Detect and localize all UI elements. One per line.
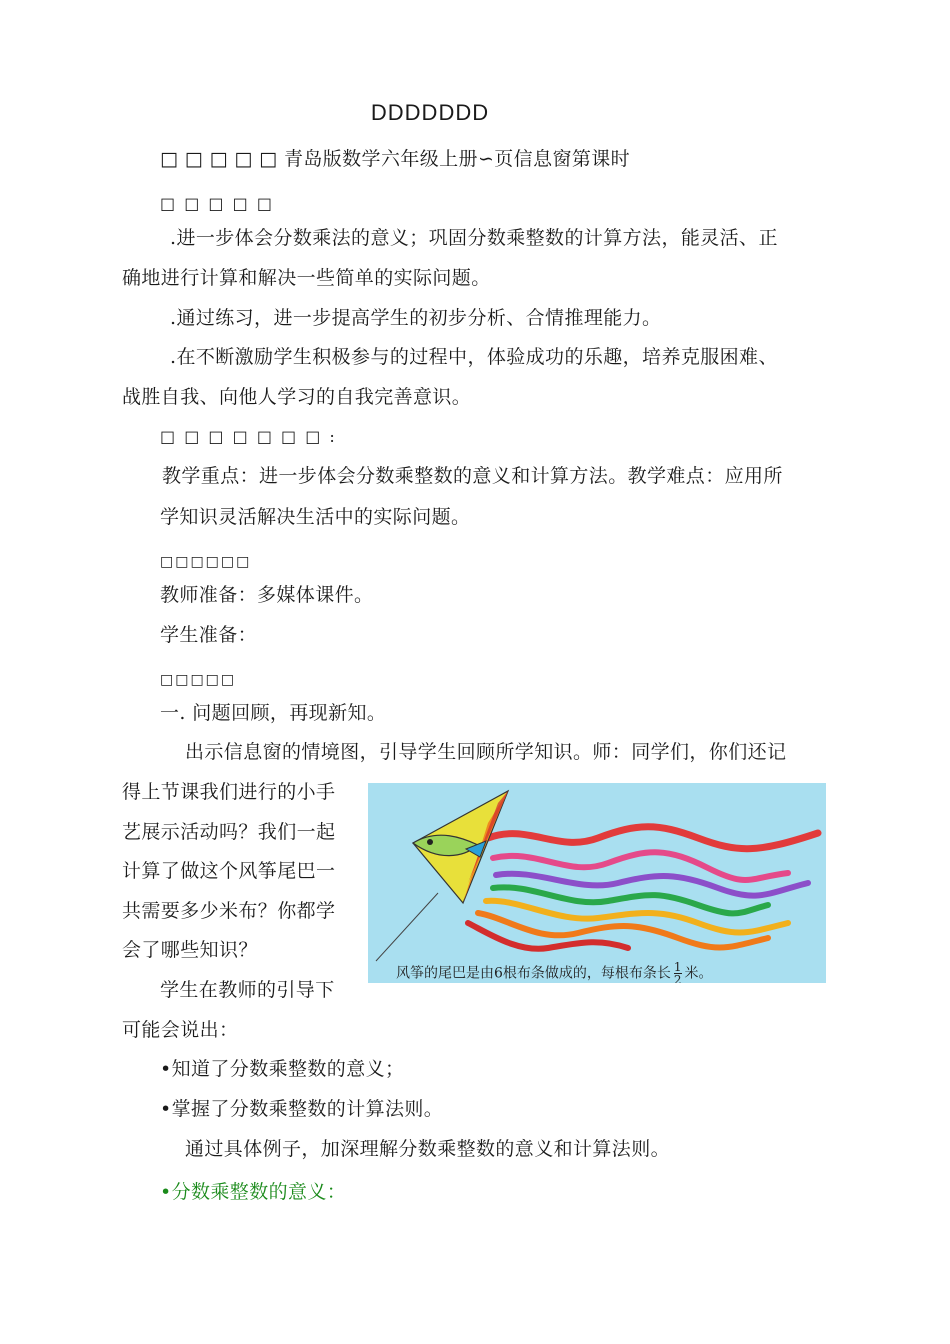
objective-3-line-1: .在不断激励学生积极参与的过程中，体验成功的乐趣，培养克服困难、 (170, 346, 778, 368)
fraction-denominator: 2 (674, 973, 682, 983)
objective-3-line-2: 战胜自我、向他人学习的自我完善意识。 (122, 386, 472, 408)
objective-2: .通过练习，进一步提高学生的初步分析、合情推理能力。 (170, 307, 662, 329)
teacher-preparation: 教师准备：多媒体课件。 (160, 584, 374, 606)
paragraph-1-line-3: 艺展示活动吗？我们一起 (122, 821, 336, 843)
kite-drawing (368, 783, 826, 983)
paragraph-2-line-1: 学生在教师的引导下 (160, 979, 335, 1001)
caption-text: 风筝的尾巴是由6根布条做成的，每根布条长 (396, 965, 671, 982)
kite-eye (427, 839, 433, 845)
bullet-item-2: •掌握了分数乘整数的计算法则。 (160, 1098, 444, 1120)
heading-objectives: □ □ □ □ □ (160, 194, 274, 213)
heading-key-points: □ □ □ □ □ □ □ : (160, 427, 337, 446)
kite-tails (468, 827, 818, 949)
key-points-line-1: 教学重点：进一步体会分数乘整数的意义和计算方法。教学难点：应用所 (162, 465, 783, 487)
paragraph-1-line-5: 共需要多少米布？你都学 (122, 900, 336, 922)
figure-caption (396, 961, 713, 983)
fraction-numerator: 1 (673, 960, 682, 974)
fraction-one-half (674, 961, 682, 983)
lesson-subtitle: □ □ □ □ □ 青岛版数学六年级上册∽页信息窗第课时 (160, 148, 631, 170)
heading-preparation: □□□□□□ (160, 554, 252, 570)
kite-illustration (368, 783, 826, 983)
paragraph-3: 通过具体例子，加深理解分数乘整数的意义和计算法则。 (185, 1138, 671, 1160)
paragraph-1-line-2: 得上节课我们进行的小手 (122, 781, 336, 803)
heading-process: □□□□□ (160, 672, 237, 688)
bullet-item-3: •分数乘整数的意义： (160, 1181, 347, 1203)
step-1-heading: 一. 问题回顾，再现新知。 (160, 702, 387, 724)
paragraph-2-line-2: 可能会说出： (122, 1019, 239, 1041)
objective-1-line-2: 确地进行计算和解决一些简单的实际问题。 (122, 267, 491, 289)
objective-1-line-1: .进一步体会分数乘法的意义；巩固分数乘整数的计算方法，能灵活、正 (170, 227, 778, 249)
bullet-item-1: •知道了分数乘整数的意义； (160, 1058, 405, 1080)
key-points-line-2: 学知识灵活解决生活中的实际问题。 (160, 506, 471, 528)
paragraph-1-line-1: 出示信息窗的情境图，引导学生回顾所学知识。师：同学们，你们还记 (185, 741, 787, 763)
paragraph-1-line-4: 计算了做这个风筝尾巴一 (122, 860, 336, 882)
paragraph-1-line-6: 会了哪些知识？ (122, 939, 258, 961)
document-title: DDDDDDD (370, 100, 490, 125)
caption-unit: 米。 (684, 965, 713, 982)
student-preparation: 学生准备： (160, 624, 258, 646)
